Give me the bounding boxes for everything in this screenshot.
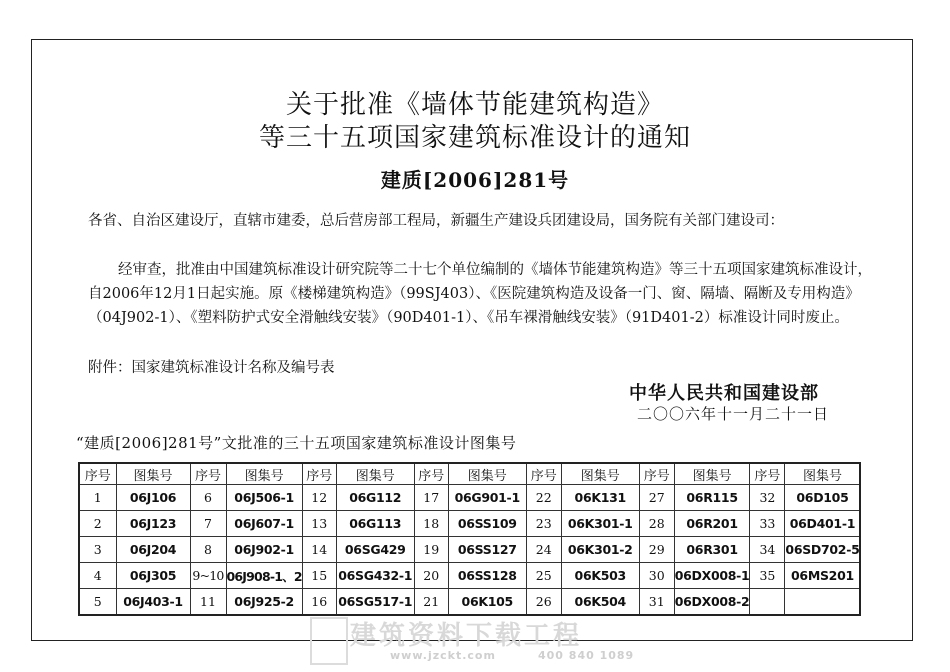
site-watermark [310, 615, 670, 671]
set-number: 32 [750, 485, 785, 511]
watermark-logo [310, 617, 348, 665]
set-code: 06J925-2 [226, 589, 302, 616]
set-code: 06J403-1 [116, 589, 190, 616]
set-code: 06G113 [336, 511, 414, 537]
set-number: 30 [639, 563, 674, 589]
set-number: 23 [526, 511, 561, 537]
set-code: 06K301-1 [561, 511, 639, 537]
table-caption: “建质[2006]281号”文批准的三十五项国家建筑标准设计图集号 [76, 434, 517, 452]
set-number: 1 [79, 485, 116, 511]
set-number [750, 589, 785, 616]
set-number: 25 [526, 563, 561, 589]
body-paragraph: 经审查，批准由中国建筑标准设计研究院等二十七个单位编制的《墙体节能建筑构造》等三十五项国家建筑标准设计，自2006年12月1日起实施。原《楼梯建筑构造》（99SJ403）、《医院建筑构造及设备一门、窗、隔墙、隔断及专用构造》（04J902-1）、《塑料防护式安全滑触线安装》（90D401-1）、《吊车裸滑触线安装》（91D401-2）标准设计同时废止。 [88, 262, 872, 326]
set-code: 06SS128 [448, 563, 526, 589]
set-code [785, 589, 861, 616]
set-number: 28 [639, 511, 674, 537]
header-num: 序号 [190, 463, 226, 485]
set-code: 06SG429 [336, 537, 414, 563]
set-code: 06J106 [116, 485, 190, 511]
set-number: 2 [79, 511, 116, 537]
set-code: 06K131 [561, 485, 639, 511]
table-row [79, 485, 860, 511]
addressees: 各省、自治区建设厅，直辖市建委，总后营房部工程局，新疆生产建设兵团建设局，国务院有关部门建设司： [88, 213, 784, 229]
document-number: 建质[2006]281号 [380, 168, 570, 192]
set-number: 24 [526, 537, 561, 563]
set-code: 06K504 [561, 589, 639, 616]
set-number: 8 [190, 537, 226, 563]
set-code: 06J902-1 [226, 537, 302, 563]
set-number: 11 [190, 589, 226, 616]
set-code: 06DX008-2 [674, 589, 750, 616]
set-number: 5 [79, 589, 116, 616]
watermark-phone: 400 840 1089 [538, 649, 635, 662]
set-code: 06G112 [336, 485, 414, 511]
header-code: 图集号 [561, 463, 639, 485]
set-code: 06R301 [674, 537, 750, 563]
set-number: 15 [302, 563, 336, 589]
set-number: 34 [750, 537, 785, 563]
set-code: 06SG432-1 [336, 563, 414, 589]
set-number: 27 [639, 485, 674, 511]
set-code: 06J123 [116, 511, 190, 537]
header-code: 图集号 [448, 463, 526, 485]
table-row [79, 511, 860, 537]
header-num: 序号 [414, 463, 448, 485]
set-number: 12 [302, 485, 336, 511]
set-number: 18 [414, 511, 448, 537]
watermark-url: www.jzckt.com [390, 649, 496, 662]
set-code: 06DX008-1 [674, 563, 750, 589]
table-row [79, 537, 860, 563]
set-number: 6 [190, 485, 226, 511]
header-code: 图集号 [674, 463, 750, 485]
set-number: 26 [526, 589, 561, 616]
set-number: 9~10 [190, 563, 226, 589]
set-number: 19 [414, 537, 448, 563]
set-code: 06J607-1 [226, 511, 302, 537]
set-number: 20 [414, 563, 448, 589]
set-code: 06K301-2 [561, 537, 639, 563]
set-code: 06J506-1 [226, 485, 302, 511]
table-row [79, 589, 860, 616]
signature-organization: 中华人民共和国建设部 [629, 383, 819, 404]
set-code: 06J305 [116, 563, 190, 589]
set-number: 21 [414, 589, 448, 616]
set-number: 31 [639, 589, 674, 616]
set-code: 06MS201 [785, 563, 861, 589]
set-code: 06K105 [448, 589, 526, 616]
set-code: 06SS127 [448, 537, 526, 563]
set-code: 06K503 [561, 563, 639, 589]
header-num: 序号 [750, 463, 785, 485]
header-code: 图集号 [226, 463, 302, 485]
set-number: 17 [414, 485, 448, 511]
set-code: 06D401-1 [785, 511, 861, 537]
set-code: 06SS109 [448, 511, 526, 537]
set-number: 4 [79, 563, 116, 589]
notice-title-line2: 等三十五项国家建筑标准设计的通知 [258, 123, 691, 153]
set-number: 7 [190, 511, 226, 537]
signature-date: 二〇〇六年十一月二十一日 [637, 405, 830, 423]
set-code: 06SD702-5 [785, 537, 861, 563]
attachment-line: 附件：国家建筑标准设计名称及编号表 [88, 360, 335, 376]
header-num: 序号 [639, 463, 674, 485]
set-code: 06D105 [785, 485, 861, 511]
set-code: 06G901-1 [448, 485, 526, 511]
table-header-row [79, 463, 860, 485]
set-number: 22 [526, 485, 561, 511]
table-row [79, 563, 860, 589]
set-code: 06J908-1、2 [226, 563, 302, 589]
set-number: 16 [302, 589, 336, 616]
header-num: 序号 [302, 463, 336, 485]
header-code: 图集号 [785, 463, 861, 485]
set-code: 06R201 [674, 511, 750, 537]
set-number: 3 [79, 537, 116, 563]
header-num: 序号 [79, 463, 116, 485]
header-code: 图集号 [336, 463, 414, 485]
header-num: 序号 [526, 463, 561, 485]
set-code: 06J204 [116, 537, 190, 563]
header-code: 图集号 [116, 463, 190, 485]
standard-sets-table [78, 462, 861, 616]
set-number: 33 [750, 511, 785, 537]
notice-title-line1: 关于批准《墙体节能建筑构造》 [285, 90, 664, 120]
set-code: 06SG517-1 [336, 589, 414, 616]
watermark-text: 建筑资料下载工程 [350, 621, 583, 651]
set-number: 14 [302, 537, 336, 563]
set-number: 35 [750, 563, 785, 589]
set-number: 13 [302, 511, 336, 537]
set-code: 06R115 [674, 485, 750, 511]
set-number: 29 [639, 537, 674, 563]
